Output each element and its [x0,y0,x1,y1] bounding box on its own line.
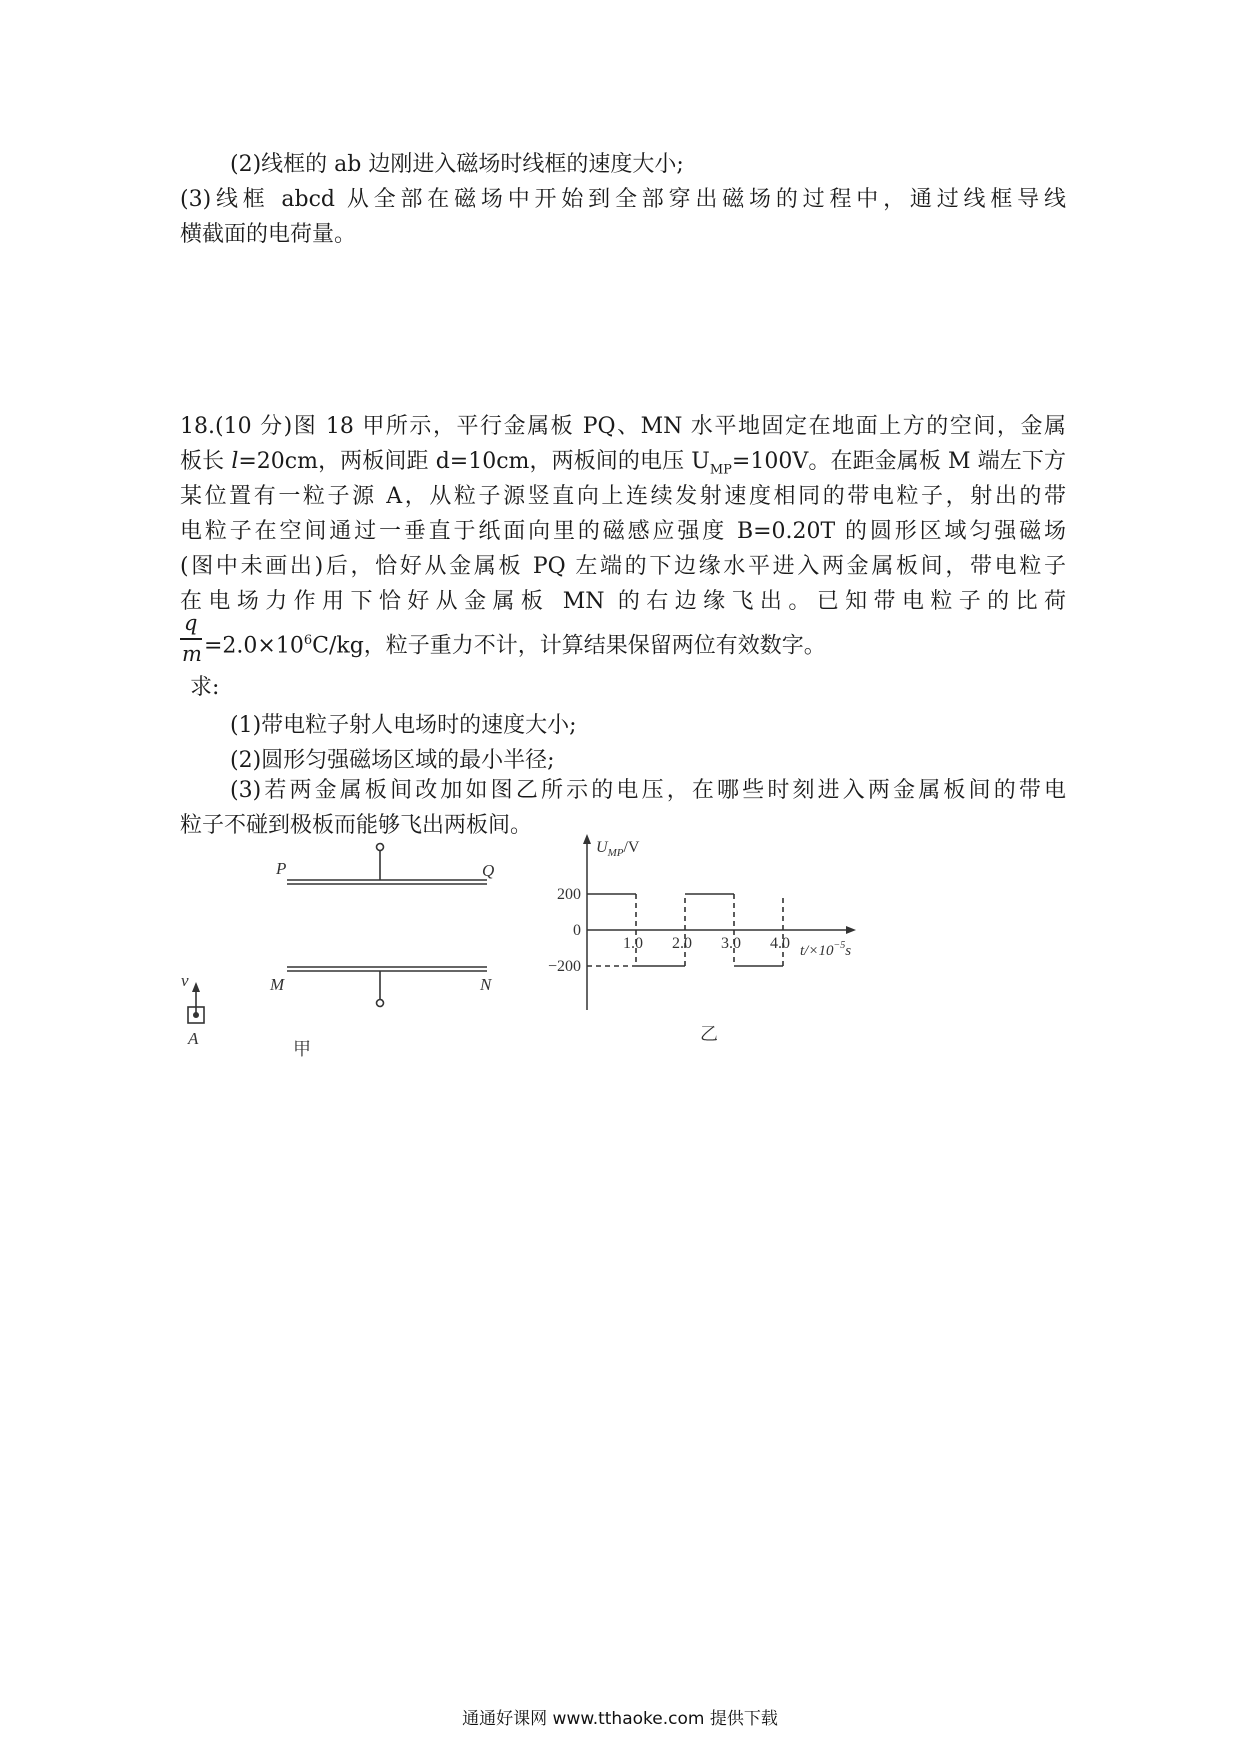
ask-label: 求: [190,675,220,700]
sub-question-3-line2: 粒子不碰到极板而能够飞出两板间。 [180,813,533,838]
problem-18-line3: 某位置有一粒子源 A，从粒子源竖直向上连续发射速度相同的带电粒子，射出的带 [180,484,1066,509]
sub-question-1: (1)带电粒子射人电场时的速度大小; [230,713,577,738]
label-v: v [181,971,189,990]
y-tick-label: 0 [573,922,581,939]
x-axis-arrow [846,926,856,934]
x-tick-label: 4.0 [770,935,790,952]
sub-question-2: (2)圆形匀强磁场区域的最小半径; [230,748,555,773]
figure-jia [180,840,520,1070]
fraction-numerator: q [184,611,198,635]
y-axis-label: $U_{MP}/V$ [596,839,640,859]
caption-yi: 乙 [700,1024,718,1044]
x-tick-label: 1.0 [623,935,643,952]
problem-18-line4: 电粒子在空间通过一垂直于纸面向里的磁感应强度 B=0.20T 的圆形区域匀强磁场 [180,519,1066,544]
label-n: N [480,975,492,994]
fraction-bar [180,638,202,640]
label-a: A [188,1029,199,1048]
x-tick-label: 3.0 [721,935,741,952]
problem-18-line5: (图中未画出)后，恰好从金属板 PQ 左端的下边缘水平进入两金属板间，带电粒子 [180,554,1066,579]
fraction-denominator: m [182,642,202,666]
question-3-text-line1: (3)线框 abcd 从全部在磁场中开始到全部穿出磁场的过程中，通过线框导线 [180,187,1066,212]
problem-18-line6: 在电场力作用下恰好从金属板 MN 的右边缘飞出。已知带电粒子的比荷 [180,589,1066,614]
sub-question-3-line1: (3)若两金属板间改加如图乙所示的电压，在哪些时刻进入两金属板间的带电 [230,778,1066,803]
question-3-text-line2: 横截面的电荷量。 [180,222,357,247]
plate-pq-terminal [377,844,384,851]
label-q: Q [482,861,495,880]
y-axis-arrow [583,834,591,844]
x-tick-label: 2.0 [672,935,692,952]
caption-jia: 甲 [293,1039,311,1059]
question-2-text: (2)线框的 ab 边刚进入磁场时线框的速度大小; [230,152,684,177]
label-m: M [270,975,285,994]
problem-18-line7: $=2.0\times 10^6C/kg$，粒子重力不计，计算结果保留两位有效数字。 [204,633,826,659]
label-p: P [276,859,287,878]
problem-18-line1: 18.(10 分)图 18 甲所示，平行金属板 PQ、MN 水平地固定在地面上方的空间，金属 [180,414,1066,439]
figure-yi-voltage-chart [530,830,900,1055]
velocity-arrow-head [192,982,200,992]
problem-18-line2: 板长 l=20cm，两板间距 d=10cm，两板间的电压 $U_{MP}=100V$。在距金属板 M 端左下方 [180,449,1066,478]
x-axis-label: $t/\times 10^{-5}s$ [800,940,852,959]
plate-mn-terminal [377,1000,384,1007]
footer-source: 通通好课网 www.tthaoke.com 提供下载 [462,1709,778,1729]
y-tick-label: −200 [547,958,581,975]
y-tick-label: 200 [557,886,581,903]
particle-dot [193,1012,199,1018]
